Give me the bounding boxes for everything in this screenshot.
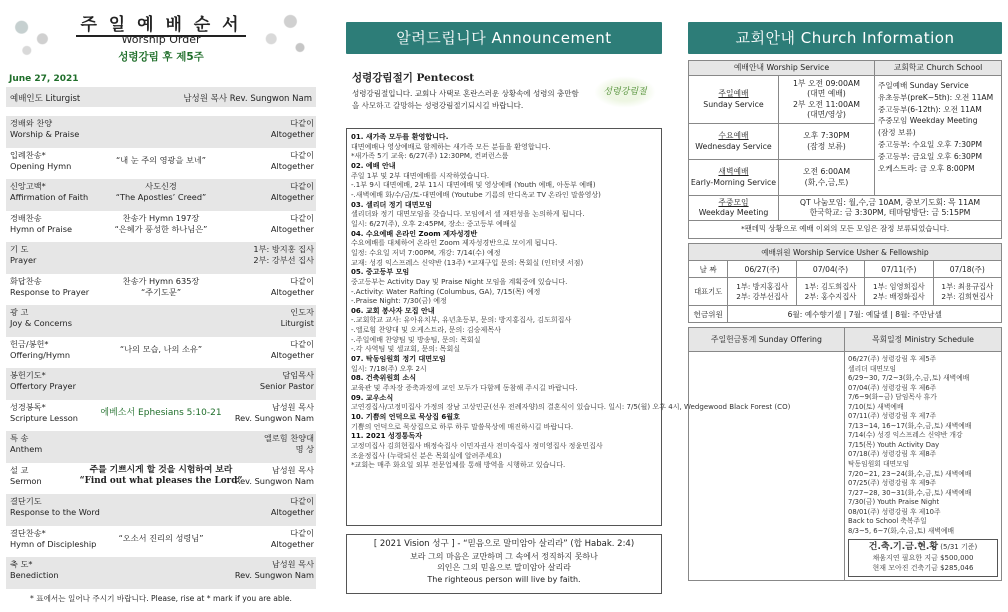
ministry-line: 7/15(목) Youth Activity Day <box>848 440 940 449</box>
wednesday-service-label: 수요예배 Wednesday Service <box>689 124 779 160</box>
announcement-heading: 06. 교회 봉사자 모집 안내 <box>351 305 435 315</box>
order-item-korean: 결단기도 <box>10 496 42 506</box>
order-item-leader: 담임목사 <box>282 370 314 380</box>
announcement-heading: 10. 기쁨의 언덕으로 묵상집 6월호 <box>351 412 460 422</box>
ministry-line: 7/20~21, 23~24(화,수,금,토) 새벽예배 <box>848 469 972 478</box>
order-item <box>6 526 316 558</box>
service-date: June 27, 2021 <box>9 74 79 84</box>
vision-line: 의인은 그의 믿음으로 말미암아 살리라 <box>437 563 571 572</box>
building-fund-date: (5/31 기준) <box>940 543 978 552</box>
usher-col: 07/18(주) <box>933 261 1001 278</box>
order-item-english: Scripture Lesson <box>10 412 78 423</box>
order-item-leader: 다같이 <box>290 149 314 160</box>
pentecost-box <box>346 66 662 120</box>
ministry-line: 7/10(토) 새벽예배 <box>848 402 904 411</box>
ministry-line: 7/6~9(화~금) 담임목사 휴가 <box>848 393 937 402</box>
announcement-banner: 알려드립니다 Announcement <box>346 22 662 54</box>
order-item-english: Offering/Hymn <box>10 349 71 360</box>
order-item-detail: 찬송가 Hymn 197장 “은혜가 풍성한 하나님은” <box>114 212 208 234</box>
vision-title: [ 2021 Vision 성구 ] - “믿음으로 말미암아 살리라” (합 Habak. 2:4) <box>373 539 635 549</box>
order-item-leader: 1부: 방지홍 집사 <box>253 244 314 254</box>
pandemic-note: *팬데믹 상황으로 예배 이외의 모든 모임은 잠정 보류되었습니다. <box>689 221 1002 239</box>
announcement-line: -.엘로힘 찬양대 및 오케스트라, 문의: 김승제목사 <box>351 325 501 335</box>
ministry-line: 07/18(주) 성령강림 후 제8주 <box>848 450 937 459</box>
dawn-service-times: 오전 6:00AM (화,수,금,토) <box>779 160 875 196</box>
order-item-leader-en: Altogether <box>270 349 314 360</box>
ministry-line: 07/04(주) 성령강림 후 제6주 <box>848 383 937 392</box>
order-item-korean: 봉헌기도* <box>10 370 46 380</box>
order-item-korean: 축 도* <box>10 559 33 569</box>
school-line: 오케스트라: 금 오후 8:00PM <box>878 163 975 173</box>
ministry-header: 목회일정 Ministry Schedule <box>845 328 1002 352</box>
order-item-detail: 찬송가 Hymn 635장 “주기도문” <box>122 275 200 297</box>
weekday-meeting-label: 주중모임 Weekday Meeting <box>689 196 779 221</box>
weekday-meeting-times: QT 나눔모임: 월,수,금 10AM, 중보기도회: 목 11AM 한국학교: 금 3:30PM, 테마탐방단: 금 5:15PM <box>779 196 1002 221</box>
order-item-detail: 에베소서 Ephesians 5:10-21 <box>100 407 222 418</box>
school-line: 주중모임 Weekday Meeting <box>878 116 978 126</box>
ministry-line: 셀리더 대면모임 <box>848 364 897 373</box>
ministry-line: 6/29~30, 7/2~3(화,수,금,토) 새벽예배 <box>848 374 970 383</box>
order-item-leader: 다같이 <box>290 118 314 128</box>
order-item-leader: 다같이 <box>290 338 314 349</box>
order-item-korean: 성경봉독* <box>10 401 46 412</box>
order-item-leader-en: Altogether <box>270 538 314 549</box>
announcement-line: 대면예배나 영상예배로 함께하는 새가족 모든 분들을 환영합니다. <box>351 141 551 151</box>
order-item <box>6 116 316 148</box>
announcement-heading: 02. 예배 안내 <box>351 160 396 170</box>
order-item-leader: 다같이 <box>290 496 314 506</box>
order-item-leader: 엘로힘 찬양대 <box>263 433 314 443</box>
order-list <box>6 116 316 589</box>
order-item-leader-en: 2부: 강부선 집사 <box>253 255 314 265</box>
liturgist-name: 남성원 목사 Rev. Sungwon Nam <box>183 94 312 104</box>
worship-service-header: 예배안내 Worship Service <box>689 61 875 76</box>
order-item <box>6 305 316 337</box>
order-item <box>6 242 316 274</box>
order-item-korean: 신앙고백* <box>10 181 46 191</box>
order-item-leader-en: Rev. Sungwon Nam <box>234 475 314 486</box>
order-item <box>6 179 316 211</box>
order-item-leader-en: Altogether <box>270 129 314 139</box>
prayer-cell: 1부: 임영희집사 2부: 배정화집사 <box>865 278 933 306</box>
order-item-leader: 남성원 목사 <box>271 464 314 475</box>
order-item-korean: 설 교 <box>10 464 29 475</box>
order-item-english: Response to the Word <box>10 507 100 517</box>
order-item-english: Prayer <box>10 255 37 265</box>
ministry-line: 07/25(주) 성령강림 후 제9주 <box>848 479 937 488</box>
order-item-detail: “내 눈 주의 영광을 보네” <box>115 154 207 165</box>
ministry-line: 7/14(수) 성경 익스프레스 신약반 개강 <box>848 431 963 440</box>
representative-prayer-label: 대표기도 <box>689 278 728 306</box>
announcement-line: 기쁨의 언덕으로 묵상집으로 하루 하루 말씀묵상에 매진하시길 바랍니다. <box>351 421 574 431</box>
announcement-line: -.Praise Night: 7/30(금) 예정 <box>351 296 447 306</box>
order-item-korean: 화답찬송 <box>10 275 42 286</box>
building-fund-current: 현재 모아진 건축기금 $285,046 <box>872 564 974 573</box>
order-item-korean: 입례찬송* <box>10 149 46 160</box>
ministry-line: 탁동임원회 대면모임 <box>848 460 910 469</box>
announcement-line: 중고등부는 Activity Day 및 Praise Night 모임을 계획중에 있습니다. <box>351 276 568 286</box>
worship-service-table <box>688 60 1002 239</box>
ministry-line: 07/11(주) 성령강림 후 제7주 <box>848 412 937 421</box>
announcement-line: 일정: 수요일 저녁 7:00PM, 개강: 7/14(수) 예정 <box>351 247 501 257</box>
building-fund-box <box>848 539 998 577</box>
offering-committee-cells: 6월: 예수향기셀 | 7월: 예닮셀 | 8월: 주만남셀 <box>728 306 1002 323</box>
order-item-leader: 남성원 목사 <box>271 559 314 569</box>
order-item-korean: 경배와 찬양 <box>10 118 53 128</box>
offering-header: 주일헌금통계 Sunday Offering <box>689 328 845 352</box>
school-line: 주일예배 Sunday Service <box>878 81 969 90</box>
announcement-heading: 04. 수요예배 온라인 Zoom 제자성경반 <box>351 228 478 238</box>
offering-donor-list <box>689 352 845 581</box>
announcement-line: *새가족 5기 교육: 6/27(주) 12:30PM, 컨퍼런스룸 <box>351 151 509 161</box>
worship-order-panel <box>6 4 316 608</box>
order-item-leader-en: Liturgist <box>280 318 314 328</box>
ministry-line: 06/27(주) 성령강림 후 제5주 <box>848 355 937 363</box>
liturgist-bar <box>6 87 316 107</box>
order-item-leader: 다같이 <box>290 181 314 191</box>
order-item-leader: 다같이 <box>290 275 314 286</box>
church-info-panel <box>688 22 1002 592</box>
wednesday-service-times: 오후 7:30PM (잠정 보류) <box>779 124 875 160</box>
pentecost-title: 성령강림절기 Pentecost <box>352 72 475 84</box>
usher-col: 06/27(주) <box>728 261 796 278</box>
order-item <box>6 211 316 243</box>
order-item-korean: 특 송 <box>10 433 29 443</box>
announcement-line: 일시: 7/18(주) 오후 2시 <box>351 363 427 373</box>
announcement-line: 셀리더와 정기 대면모임을 갖습니다. 모임에서 셀 재편성을 논의하게 됩니다. <box>351 209 585 219</box>
ministry-line: 8/3~5, 6~7(화,수,금,토) 새벽예배 <box>848 526 955 535</box>
order-item-leader: 다같이 <box>290 212 314 223</box>
liturgical-season: 성령강림 후 제5주 <box>118 51 204 63</box>
order-item-leader-en: Altogether <box>270 507 314 517</box>
usher-table <box>688 243 1002 323</box>
announcement-line: -.주일예배 찬양팀 및 방송팀, 문의: 목회실 <box>351 334 481 344</box>
order-item-detail: 사도신경 “The Apostles’ Creed” <box>115 181 207 202</box>
order-item-english: Opening Hymn <box>10 160 72 171</box>
order-item-leader-en: Altogether <box>270 286 314 297</box>
usher-col-date: 날 짜 <box>689 261 728 278</box>
prayer-cell: 1부: 김도희집사 2부: 홍수지집사 <box>796 278 864 306</box>
order-item-english: Worship & Praise <box>10 129 80 139</box>
announcement-line: 고정미집사 김희현집사 배정숙집사 이민자권사 전미숙집사 정미영집사 정윤민집사 <box>351 441 603 450</box>
order-item-leader: 남성원 목사 <box>271 401 314 412</box>
announcement-heading: 08. 건축위원회 소식 <box>351 373 417 383</box>
school-line: 중고등부: 금요일 오후 6:30PM <box>878 151 983 161</box>
announcement-line: 일시: 6/27(주), 오후 2:45PM, 장소: 중고등부 예배실 <box>351 218 517 228</box>
announcement-line: 수요예배를 대체하여 온라인 Zoom 제자성경반으로 모이게 됩니다. <box>351 238 558 248</box>
order-item-korean: 광 고 <box>10 307 29 317</box>
order-item-korean: 결단찬송* <box>10 527 46 538</box>
order-item-korean: 헌금/봉헌* <box>10 338 49 349</box>
offering-committee-label: 헌금위원 <box>689 306 728 323</box>
announcement-line: -.각 사역팀 및 셀교회, 문의: 목회실 <box>351 344 461 354</box>
ministry-line: 7/27~28, 30~31(화,수,금,토) 새벽예배 <box>848 488 972 497</box>
order-item-leader-en: Rev. Sungwon Nam <box>234 570 314 580</box>
order-item-leader-en: Rev. Sungwon Nam <box>234 412 314 423</box>
school-line: 유초등부(preK~5th): 오전 11AM <box>878 92 994 102</box>
order-item-detail: “나의 모습, 나의 소유” <box>119 343 203 354</box>
school-line: 중고등부: 수요일 오후 7:30PM <box>878 139 983 149</box>
announcement-line: 교육관 및 주차장 증축과정에 교인 모두가 다함께 동참해 주시길 바랍니다. <box>351 383 578 393</box>
announcement-line: 고연경집사/고정미집사 가정의 장남 고상민군(선우 전례자양)의 결혼식이 있습니다. 일시: 7/5(월) 오후 4시, Wedgewood Black Forest (CO) <box>351 402 791 412</box>
order-item-korean: 경배찬송 <box>10 212 42 223</box>
order-item-leader-en: Altogether <box>270 160 314 171</box>
order-item <box>6 274 316 306</box>
announcement-heading: 09. 교우소식 <box>351 392 394 402</box>
prayer-cell: 1부: 방지홍집사 2부: 강부선집사 <box>728 278 796 306</box>
order-item <box>6 337 316 369</box>
announcement-heading: 03. 셀리더 정기 대면모임 <box>351 199 433 209</box>
announcement-heading: 07. 탁동임원회 정기 대면모임 <box>351 354 446 364</box>
order-item-english: Offertory Prayer <box>10 381 76 391</box>
announcement-line: 교재: 성경 익스프레스 신약반 (13주) *교재구입 문의: 목회실 (인터넷 서점) <box>351 257 584 267</box>
ministry-line: 7/13~14, 16~17(화,수,금,토) 새벽예배 <box>848 421 972 430</box>
school-line: (잠정 보류) <box>878 128 916 138</box>
ministry-schedule <box>845 352 1002 581</box>
order-item-english: Anthem <box>10 444 43 454</box>
rise-footnote: * 표에서는 일어나 주시기 바랍니다. Please, rise at * mark if you are able. <box>30 594 292 603</box>
order-item-leader-en: Senior Pastor <box>259 381 314 391</box>
school-line: 중고등부(6-12th): 오전 11AM <box>878 104 982 114</box>
order-item <box>6 463 316 495</box>
order-item <box>6 148 316 180</box>
order-item-detail: 주를 기쁘시게 할 것을 시험하여 보라 “Find out what pleases the Lord” <box>79 464 243 486</box>
order-item <box>6 494 316 526</box>
announcement-line: *교회는 매주 화요일 외부 전문업체를 통해 방역을 시행하고 있습니다. <box>351 460 566 470</box>
order-item-leader-en: Altogether <box>270 192 314 202</box>
usher-col: 07/04(주) <box>796 261 864 278</box>
announcement-line: -.1부 9시 대면예배, 2부 11시 대면예배 및 영상예배 (Youth 예배, 아동부 예배) <box>351 180 596 190</box>
order-item <box>6 431 316 463</box>
order-item-leader: 인도자 <box>290 307 314 317</box>
order-item <box>6 557 316 589</box>
sunday-service-times: 1부 오전 09:00AM (대면 예배) 2부 오전 11:00AM (대면/영상) <box>779 76 875 124</box>
sunday-service-label: 주일예배 Sunday Service <box>689 76 779 124</box>
dawn-service-label: 새벽예배 Early-Morning Service <box>689 160 779 196</box>
order-item-english: Sermon <box>10 475 42 486</box>
announcement-line: -.Activity: Water Rafting (Columbus, GA), 7/15(목) 예정 <box>351 286 541 296</box>
order-item-english: Response to Prayer <box>10 286 90 297</box>
order-item-leader: 다같이 <box>290 527 314 538</box>
liturgist-label: 예배인도 Liturgist <box>10 94 81 104</box>
ministry-line: 08/01(주) 성령강림 후 제10주 <box>848 507 941 516</box>
order-item-english: Affirmation of Faith <box>10 192 89 202</box>
pentecost-body: 성령강림절입니다. 교회나 사택로 혼란스러운 상황속에 성령의 충만함을 사모하고 갈망하는 성령강림절기되시길 바랍니다. <box>352 89 579 110</box>
order-item-english: Hymn of Praise <box>10 223 73 234</box>
vision-line-english: The righteous person will live by faith. <box>427 574 581 584</box>
announcement-line: -.교회학교 교사: 유아유치부, 유년초등부, 문의: 방지홍집사, 김도희집사 <box>351 315 572 325</box>
church-info-banner: 교회안내 Church Information <box>688 22 1002 54</box>
building-fund-goal: 채움지연 필요한 지금 $500,000 <box>872 553 974 562</box>
announcement-heading: 11. 2021 성경통독자 <box>351 431 423 441</box>
order-item <box>6 400 316 432</box>
order-item <box>6 368 316 400</box>
order-item-english: Benediction <box>10 570 59 580</box>
pentecost-logo: 성령강림절 <box>594 76 656 108</box>
usher-col: 07/11(주) <box>865 261 933 278</box>
announcement-line: 주일 1부 및 2부 대면예배를 시작하였습니다. <box>351 170 490 180</box>
ministry-line: Back to School 축복주일 <box>848 517 927 526</box>
vision-verse-box <box>346 534 662 594</box>
ministry-line: 7/30(금) Youth Praise Night <box>848 498 940 507</box>
announcement-heading: 05. 중고등부 모임 <box>351 267 410 277</box>
usher-header: 예배위원 Worship Service Usher & Fellowship <box>689 244 1002 261</box>
church-school-header: 교회학교 Church School <box>875 61 1002 76</box>
offering-schedule-table <box>688 327 1002 581</box>
vision-line: 보라 그의 마음은 교만하며 그 속에서 정직하지 못하나 <box>410 551 598 561</box>
order-item-korean: 기 도 <box>10 244 29 254</box>
church-school-schedule <box>875 76 1002 196</box>
order-item-english: Hymn of Discipleship <box>10 538 97 549</box>
announcement-line: -.새벽예배 화/수/금/토-대면예배 (Youtube 기름의 안디옥교 TV 온라인 말씀영상) <box>351 189 601 199</box>
building-fund-title: 건.축.기.금.현.황 <box>868 542 939 553</box>
order-item-leader-en: 명 상 <box>295 444 314 454</box>
prayer-cell: 1부: 최용규집사 2부: 김희현집사 <box>933 278 1001 306</box>
announcement-heading: 01. 새가족 모두를 환영합니다. <box>351 132 449 141</box>
order-item-detail: “오소서 진리의 성령님” <box>118 532 204 543</box>
announcement-line: 조윤정집사 (누락되신 분은 목회실에 알려주세요) <box>351 450 502 460</box>
worship-order-subtitle: Worship Order <box>121 33 201 46</box>
worship-order-title: 주 일 예 배 순 서 <box>6 10 316 35</box>
order-item-english: Joy & Concerns <box>10 318 72 328</box>
order-item-leader-en: Altogether <box>270 223 314 234</box>
